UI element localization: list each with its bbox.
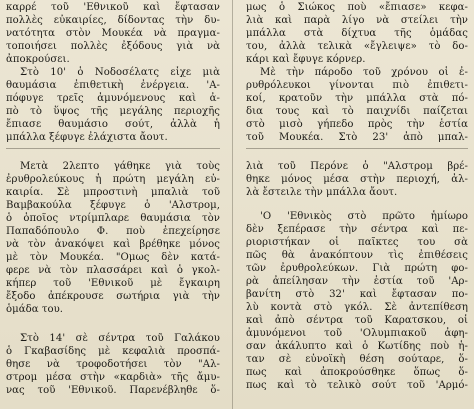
text-line: Στὸ 14' σὲ σέντρα τοῦ Γαλάκου — [20, 333, 220, 344]
text-line: πως καὶ ἀποκρούσθηκε ὅπως ὅ- — [246, 367, 468, 378]
text-line: ἔπιασε θαυμάσιο σούτ, ἀλλὰ ἡ — [6, 119, 220, 130]
text-line: μπάλλα στὰ δίχτυα τῆς ὁμάδας — [246, 28, 468, 39]
text-line: κήπερ τοῦ 'Εθνικοῦ μὲ ἔγκαιρη — [6, 278, 220, 289]
text-line: ὁμάδα του. — [6, 304, 64, 315]
text-line: νας τοῦ 'Εθνικοῦ. Παρενέβληθε ὅ- — [6, 385, 220, 396]
text-line: 'Ο 'Εθνικὸς στὸ πρῶτο ἡμίωρο — [260, 211, 468, 222]
text-line: ἔξοδο ἀπέκρουσε σωτήρια γιὰ τὴν — [6, 291, 220, 302]
text-line: ταν σὲ εὐνοϊκὴ θέση σούταρε, ὅ- — [246, 354, 468, 365]
text-line: Βαμβακούλα ξέφυγε ὁ 'Αλστρομ, — [6, 200, 220, 211]
column-divider — [232, 0, 233, 409]
text-line: Στὸ 10' ὁ Νοδοσέλατς εἶχε μιὰ — [20, 67, 220, 78]
text-line: Μὲ τὴν πάροδο τοῦ χρόνου οἱ ἐ- — [260, 67, 468, 78]
text-line: Μετὰ 2λεπτο γάθηκε γιὰ τοὺς — [20, 161, 220, 172]
text-line: σαν ἀκάλυπτο καὶ ὁ Κωτίδης ποὺ ἡ- — [246, 341, 468, 352]
text-line: στρομ μέσα στὴν «καρδιὰ» τῆς ἄμυ- — [6, 372, 220, 383]
text-line: ἀμυνόμενοι τοῦ 'Ολυμπιακοῦ ἀφη- — [246, 328, 468, 339]
text-line: καρρέ τοῦ 'Εθνικοῦ καὶ ἔφτασαν — [6, 2, 220, 13]
section-divider — [6, 148, 220, 149]
text-line: δια τους καὶ τὸ παιχνίδι παίζεται — [246, 106, 468, 117]
text-line: πολλὲς εὐκαιρίες, δίδοντας τὴν δυ- — [6, 15, 220, 26]
text-line: κοί, κρατοῦν τὴν μπάλλα στὰ πό- — [246, 93, 468, 104]
text-line: τῶν ἐρυθρολεύκων. Γιὰ πρώτη φο- — [246, 263, 468, 274]
text-line: λὰ ἔστειλε τὴν μπάλλα ἄουτ. — [246, 187, 398, 198]
text-line: πὸ τὸ ὕψος τῆς μεγάλης περιοχῆς — [6, 106, 220, 117]
text-line: ἐρυθρολεύκους ἡ πρώτη μεγάλη εὐ- — [6, 174, 220, 185]
text-line: δὲν ξεπέρασε τὴν σέντρα καὶ πε- — [246, 224, 468, 235]
text-line: βανίτη στὸ 32' καὶ ἔφτασαν πο- — [246, 289, 468, 300]
text-line: θησε νὰ τροφοδοτήσει τὸν "Αλ- — [6, 359, 220, 370]
section-divider — [246, 148, 468, 149]
text-line: τοποιήσει πολλὲς ἐξόδους γιὰ νὰ — [6, 41, 220, 52]
text-line: ρὰ ἀπείλησαν τὴν ἑστία τοῦ 'Αρ- — [246, 276, 468, 287]
text-line: τοῦ Μουκέα. Στὸ 23' ἀπὸ μπαλ- — [246, 132, 468, 143]
text-line: κάρι καὶ ἔφυγε κόρνερ. — [246, 54, 366, 65]
text-line: πως καὶ τὸ τελικὸ σούτ τοῦ 'Αρμό- — [246, 380, 468, 391]
text-line: Παπαδόπουλο Φ. ποὺ ἐπεχείρησε — [6, 226, 220, 237]
text-line: του, ἀλλὰ τελικὰ «ἔγλειψε» τὸ δο- — [246, 41, 468, 52]
text-line: ριοριστήκαν οἱ παῖκτες του σὰ — [246, 237, 468, 248]
text-line: θαυμάσια ἐπιθετικὴ ἐνέργεια. 'Α- — [6, 80, 220, 91]
text-line: νὰ τὸν ἀνακόψει καὶ βρέθηκε μόνος — [6, 239, 220, 250]
text-line: στὸ μισὸ γήπεδο πρὸς τὴν ἑστία — [246, 119, 468, 130]
text-line: μως ὁ Σιώκος ποὺ «ἔπιασε» κεφα- — [246, 2, 468, 13]
text-line: καὶ ἀπὸ σέντρα τοῦ Καρατσκου, οἱ — [246, 315, 468, 326]
text-line: νατότητα στὸν Μουκέα νὰ πραγμα- — [6, 28, 220, 39]
text-line: καιρία. Σὲ μπροστινὴ μπαλιὰ τοῦ — [6, 187, 220, 198]
text-line: ὁ ὁποῖος ντρίμπλαρε θαυμάσια τὸν — [6, 213, 220, 224]
text-line: πόφυγε τρεῖς ἀμυνόμενους καὶ ἀ- — [6, 93, 220, 104]
text-line: ἀποκρούσει. — [6, 54, 70, 65]
text-line: πῶς θὰ ἀνακόπτουν τὶς ἐπιθέσεις — [246, 250, 468, 261]
text-line: λιὰ καὶ παρὰ λίγο νὰ στείλει τὴν — [246, 15, 468, 26]
text-line: λιὰ τοῦ Περόνε ὁ "Αλστρομ βρέ- — [246, 161, 468, 172]
text-line: λὺ κοντὰ στὸ γκόλ. Σὲ ἀντεπίθεση — [246, 302, 468, 313]
text-line: μπάλλα ξέφυγε ἐλάχιστα ἄουτ. — [6, 132, 168, 143]
text-line: ρυθρόλευκοι γίνονται πιὸ ἐπιθετι- — [246, 80, 468, 91]
text-line: φερε νὰ τὸν πλασσάρει καὶ ὁ γκολ- — [6, 265, 220, 276]
text-line: θηκε μόνος μέσα στὴν περιοχή, ἀλ- — [246, 174, 468, 185]
text-line: ὁ Γκαβασίδης μὲ κεφαλιὰ προσπά- — [6, 346, 220, 357]
text-line: μὲ τὸν Μουκέα. "Ομως δὲν κατά- — [6, 252, 220, 263]
